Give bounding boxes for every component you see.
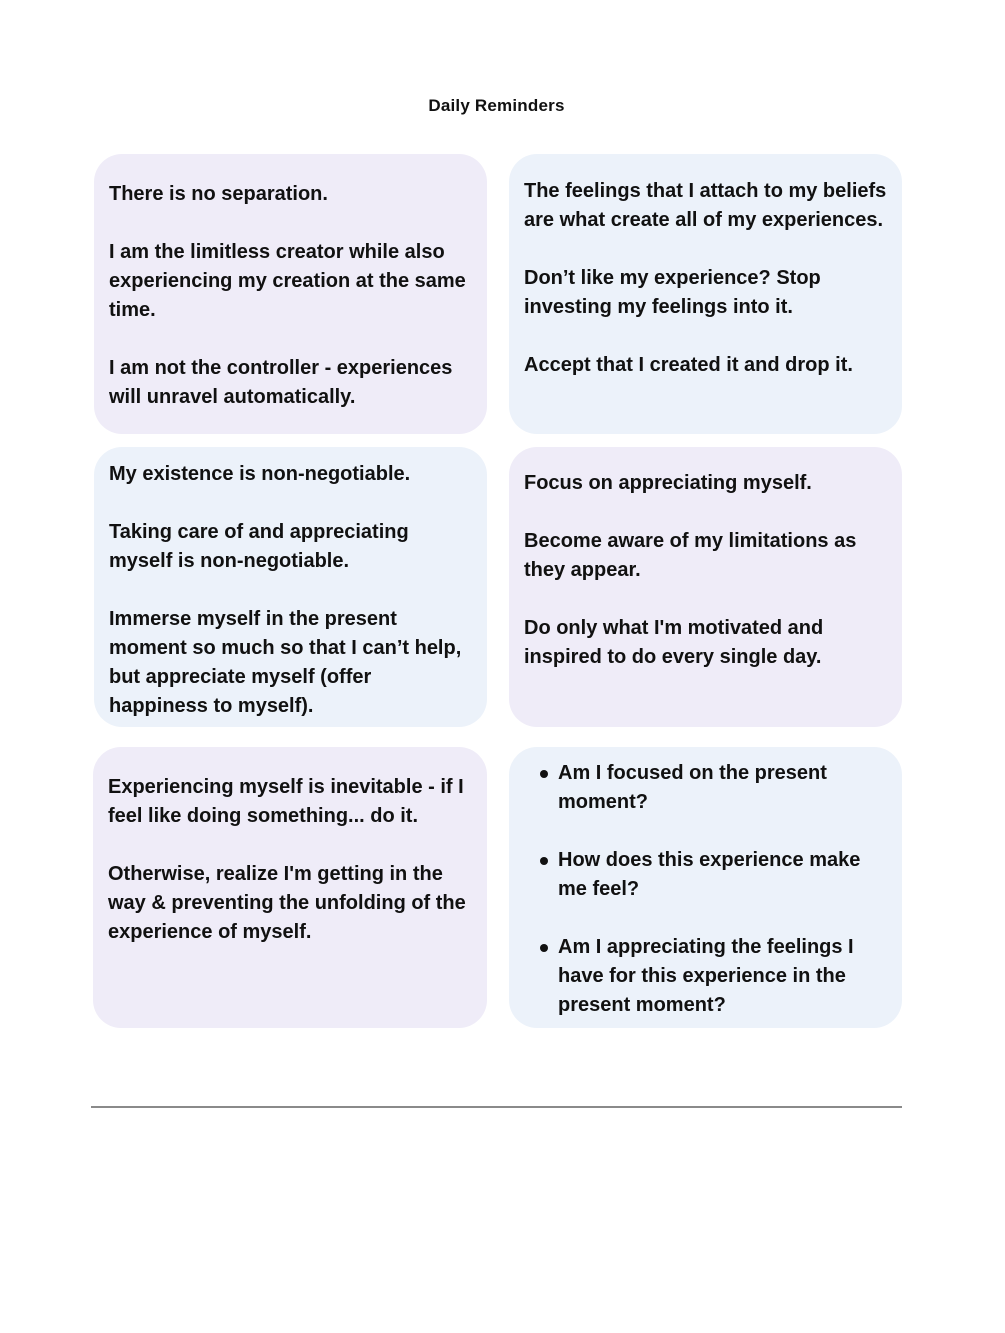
list-item: [524, 933, 888, 1020]
page-title: Daily Reminders: [428, 96, 565, 115]
bullet-icon: [540, 770, 548, 778]
list-item: [524, 846, 888, 904]
divider: [91, 1106, 902, 1108]
card-paragraph: Accept that I created it and drop it.: [524, 354, 853, 376]
bullet-icon: [540, 944, 548, 952]
reminder-card-4: [509, 447, 902, 727]
list-item: [524, 759, 888, 817]
card-paragraph: Otherwise, realize I'm getting in the way & preventing the unfolding of the experience of myself.: [108, 863, 466, 943]
card-paragraph: Experiencing myself is inevitable - if I feel like doing something... do it.: [108, 776, 464, 827]
reminder-card-1: [94, 154, 487, 434]
list-item-text: How does this experience make me feel?: [558, 849, 861, 900]
reminder-card-2: [509, 154, 902, 434]
reminder-card-6: [509, 747, 902, 1028]
card-paragraph: I am not the controller - experiences will unravel automatically.: [109, 357, 453, 408]
card-paragraph: The feelings that I attach to my beliefs are what create all of my experiences.: [524, 180, 887, 231]
list-item-text: Am I appreciating the feelings I have for this experience in the present moment?: [558, 936, 854, 1016]
card-paragraph: Immerse myself in the present moment so much so that I can’t help, but appreciate myself (offer happiness to myself).: [109, 608, 462, 717]
list-item-text: Am I focused on the present moment?: [558, 762, 827, 813]
card-paragraph: Focus on appreciating myself.: [524, 472, 812, 494]
card-paragraph: My existence is non-negotiable.: [109, 463, 411, 485]
question-list: [524, 759, 888, 1020]
card-paragraph: I am the limitless creator while also experiencing my creation at the same time.: [109, 241, 466, 321]
bullet-icon: [540, 857, 548, 865]
card-paragraph: There is no separation.: [109, 183, 328, 205]
card-paragraph: Taking care of and appreciating myself is non-negotiable.: [109, 521, 409, 572]
card-paragraph: Do only what I'm motivated and inspired to do every single day.: [524, 617, 824, 668]
reminder-card-5: [93, 747, 487, 1028]
card-paragraph: Don’t like my experience? Stop investing my feelings into it.: [524, 267, 821, 318]
reminder-card-3: [94, 447, 487, 727]
card-paragraph: Become aware of my limitations as they appear.: [524, 530, 857, 581]
